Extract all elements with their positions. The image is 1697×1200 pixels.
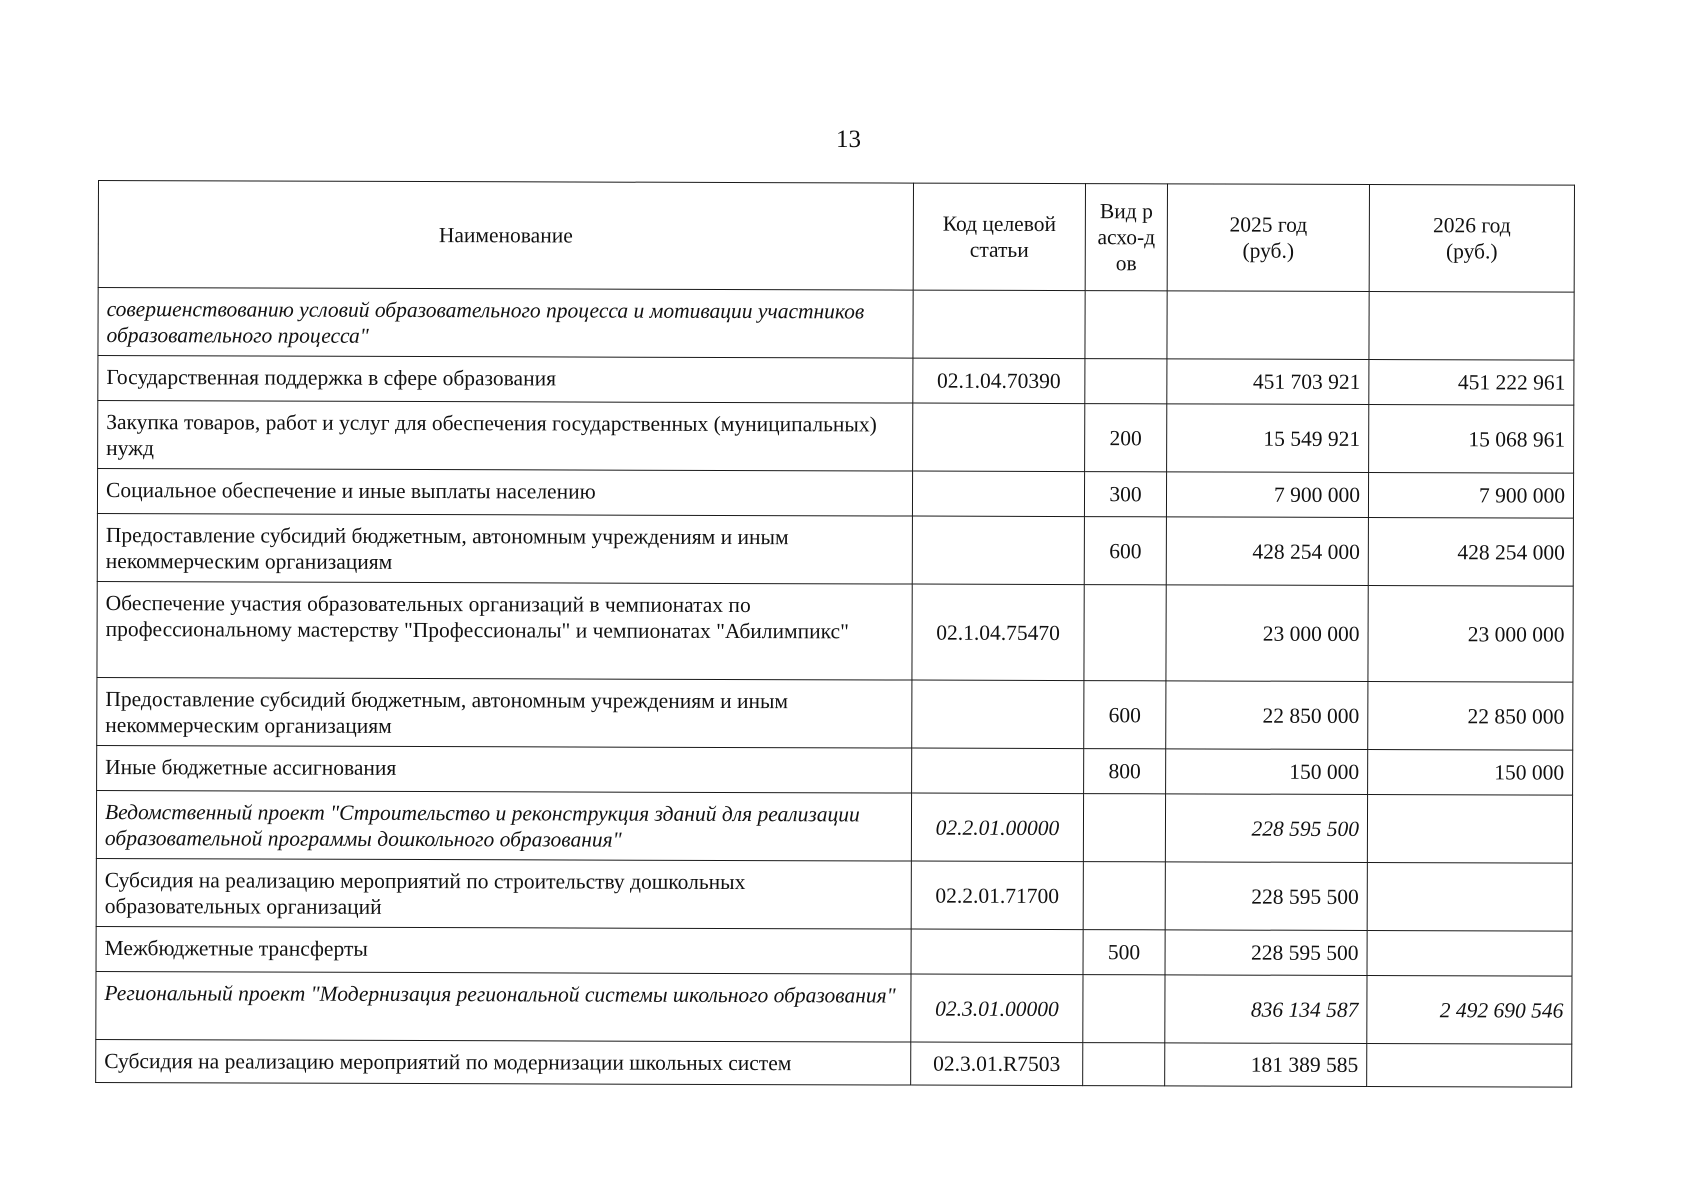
row-kind [1083, 794, 1165, 862]
row-code [912, 680, 1084, 749]
row-code [913, 403, 1085, 472]
row-code [912, 516, 1084, 585]
row-code: 02.1.04.75470 [912, 584, 1084, 681]
row-name: Субсидия на реализацию мероприятий по строительству дошкольных образовательных организаций [96, 858, 911, 929]
row-name: Региональный проект "Модернизация региональной системы школьного образования" [96, 971, 911, 1042]
table-row [98, 401, 1574, 474]
row-2025: 15 549 921 [1167, 404, 1369, 473]
row-2026: 15 068 961 [1369, 404, 1574, 473]
header-code: Код целевой статьи [913, 183, 1085, 291]
header-2026: 2026 год (руб.) [1369, 184, 1574, 292]
row-kind: 600 [1084, 681, 1166, 749]
row-code [913, 290, 1085, 359]
row-2026: 150 000 [1368, 749, 1573, 795]
row-code [911, 929, 1083, 975]
row-2026 [1367, 1043, 1572, 1087]
row-2025: 228 595 500 [1165, 794, 1367, 863]
row-code [912, 471, 1084, 517]
table-row [96, 1039, 1572, 1087]
row-name: Иные бюджетные ассигнования [97, 745, 912, 793]
row-2026: 428 254 000 [1368, 517, 1573, 586]
row-kind: 200 [1085, 404, 1167, 472]
row-2026: 23 000 000 [1368, 585, 1573, 682]
row-kind [1083, 975, 1165, 1043]
row-2026: 2 492 690 546 [1367, 975, 1572, 1044]
row-code: 02.2.01.71700 [911, 861, 1083, 930]
row-name: Ведомственный проект "Строительство и реконструкция зданий для реализации образовательной программы дошкольного образования" [96, 790, 911, 861]
row-2025 [1167, 291, 1369, 360]
row-name: Субсидия на реализацию мероприятий по модернизации школьных систем [96, 1039, 911, 1085]
table-row [96, 971, 1572, 1044]
table-header-row [98, 181, 1574, 293]
table-row [98, 288, 1574, 361]
row-name: Социальное обеспечение и иные выплаты населению [97, 469, 912, 517]
row-kind: 300 [1084, 472, 1166, 517]
row-kind: 600 [1084, 517, 1166, 585]
row-code: 02.3.01.00000 [911, 974, 1083, 1043]
row-code: 02.1.04.70390 [913, 358, 1085, 404]
row-kind [1085, 359, 1167, 404]
row-2025: 22 850 000 [1166, 681, 1368, 750]
header-name: Наименование [98, 181, 913, 291]
row-2026 [1369, 291, 1574, 360]
row-2025: 7 900 000 [1166, 472, 1368, 518]
row-2025: 228 595 500 [1165, 930, 1367, 976]
row-code [912, 748, 1084, 794]
row-2026 [1367, 930, 1572, 976]
row-kind [1083, 1043, 1165, 1086]
budget-table [95, 180, 1575, 1088]
row-2025: 181 389 585 [1165, 1043, 1367, 1087]
row-2026 [1367, 862, 1572, 931]
table-row [98, 356, 1574, 406]
row-2025: 451 703 921 [1167, 359, 1369, 405]
row-2025: 150 000 [1166, 749, 1368, 795]
row-code: 02.3.01.R7503 [911, 1042, 1083, 1086]
table-row [96, 926, 1572, 976]
row-kind: 800 [1084, 749, 1166, 794]
page-number: 13 [836, 126, 861, 153]
row-name: Предоставление субсидий бюджетным, автономным учреждениям и иным некоммерческим организациям [97, 513, 912, 584]
row-code: 02.2.01.00000 [911, 793, 1083, 862]
table-row [97, 677, 1573, 750]
table-row [97, 745, 1573, 795]
row-2025: 228 595 500 [1165, 862, 1367, 931]
table-row [96, 858, 1572, 931]
header-kind: Вид расхо-дов [1085, 184, 1167, 291]
row-2025: 23 000 000 [1166, 585, 1368, 682]
header-2025: 2025 год (руб.) [1167, 184, 1369, 292]
table-row [97, 513, 1573, 586]
table-row [97, 581, 1573, 682]
row-2026: 451 222 961 [1369, 359, 1574, 405]
table-row [96, 790, 1572, 863]
row-2026 [1367, 794, 1572, 863]
table-row [97, 469, 1573, 519]
row-2026: 7 900 000 [1368, 472, 1573, 518]
row-name: совершенствованию условий образовательного процесса и мотивации участников образовательного процесса" [98, 288, 913, 359]
row-name: Закупка товаров, работ и услуг для обеспечения государственных (муниципальных) нужд [98, 401, 913, 472]
row-name: Государственная поддержка в сфере образования [98, 356, 913, 404]
row-2026: 22 850 000 [1368, 681, 1573, 750]
row-name: Межбюджетные трансферты [96, 926, 911, 974]
table-body [96, 288, 1574, 1088]
row-name: Предоставление субсидий бюджетным, автономным учреждениям и иным некоммерческим организациям [97, 677, 912, 748]
row-kind: 500 [1083, 930, 1165, 975]
row-kind [1083, 862, 1165, 930]
row-name: Обеспечение участия образовательных организаций в чемпионатах по профессиональному мастерству "Профессионалы" и чемпионатах "Абилимпикс" [97, 581, 912, 680]
row-kind [1084, 585, 1166, 681]
row-2025: 836 134 587 [1165, 975, 1367, 1044]
row-kind [1085, 291, 1167, 359]
row-2025: 428 254 000 [1166, 517, 1368, 586]
